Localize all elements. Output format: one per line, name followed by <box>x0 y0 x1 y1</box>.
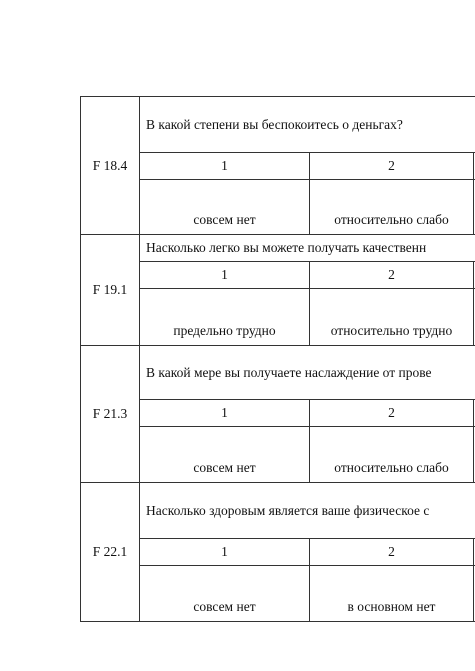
scale-option-number: 2 <box>310 400 474 427</box>
scale-option-label: предельно трудно <box>140 289 310 346</box>
questionnaire-table <box>80 96 475 622</box>
scale-number-row <box>81 262 475 289</box>
scale-number-row <box>81 400 475 427</box>
scale-option-number: 1 <box>140 539 310 566</box>
scale-number-row <box>81 153 475 180</box>
scale-label-row <box>81 566 475 622</box>
question-row <box>81 483 475 539</box>
question-row <box>81 97 475 153</box>
question-text: Насколько легко вы можете получать качественн <box>140 235 475 262</box>
question-code: F 18.4 <box>81 97 140 235</box>
scale-option-label: в основном нет <box>310 566 474 622</box>
scale-option-label: совсем нет <box>140 180 310 235</box>
scale-option-label: совсем нет <box>140 427 310 483</box>
scale-option-number: 1 <box>140 262 310 289</box>
question-code: F 21.3 <box>81 346 140 483</box>
scale-option-label: относительно слабо <box>310 180 474 235</box>
scale-label-row <box>81 289 475 346</box>
scale-label-row <box>81 427 475 483</box>
scale-label-row <box>81 180 475 235</box>
scale-option-number: 2 <box>310 539 474 566</box>
scale-option-label: совсем нет <box>140 566 310 622</box>
scale-option-number: 1 <box>140 400 310 427</box>
question-text: Насколько здоровым является ваше физическое с <box>140 483 475 539</box>
question-text: В какой степени вы беспокоитесь о деньгах? <box>140 97 475 153</box>
question-row <box>81 235 475 262</box>
scale-option-label: относительно трудно <box>310 289 474 346</box>
scale-option-number: 1 <box>140 153 310 180</box>
question-text: В какой мере вы получаете наслаждение от прове <box>140 346 475 400</box>
scale-option-label: относительно слабо <box>310 427 474 483</box>
question-code: F 22.1 <box>81 483 140 622</box>
question-row <box>81 346 475 400</box>
scale-option-number: 2 <box>310 262 474 289</box>
scale-option-number: 2 <box>310 153 474 180</box>
question-code: F 19.1 <box>81 235 140 346</box>
scale-number-row <box>81 539 475 566</box>
